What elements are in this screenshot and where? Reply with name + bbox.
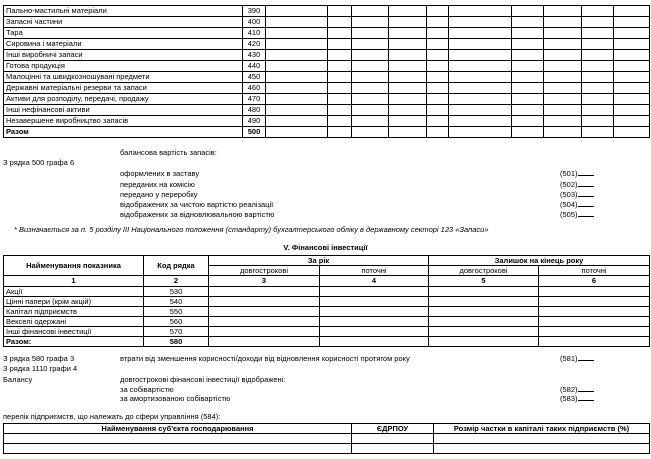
- investment-row: [4, 317, 650, 327]
- empty-cell: [449, 39, 512, 50]
- empty-cell: [352, 50, 389, 61]
- inventory-row-code: 500: [243, 127, 266, 138]
- empty-cell: [539, 317, 650, 327]
- investment-row-name: Векселі одержані: [4, 317, 144, 327]
- balance-item-code: (504): [560, 200, 578, 209]
- investment-row-code: 580: [144, 337, 209, 347]
- balance-item-code-wrap: [560, 191, 594, 199]
- empty-cell: [266, 17, 328, 28]
- empty-cell: [544, 28, 582, 39]
- empty-cell: [582, 17, 614, 28]
- empty-cell: [320, 317, 429, 327]
- empty-cell: [434, 444, 650, 454]
- inventory-row-code: 470: [243, 94, 266, 105]
- inventory-row: [4, 127, 650, 138]
- empty-cell: [429, 337, 539, 347]
- empty-cell: [427, 50, 449, 61]
- empty-cell: [449, 61, 512, 72]
- empty-cell: [266, 61, 328, 72]
- empty-cell: [328, 6, 352, 17]
- empty-cell: [544, 127, 582, 138]
- empty-cell: [582, 39, 614, 50]
- empty-cell: [614, 50, 650, 61]
- empty-cell: [429, 327, 539, 337]
- empty-cell: [209, 287, 320, 297]
- footnote: * Визначається за п. 5 розділу ІІІ Національного положення (стандарту) бухгалтерського обліку в державному секторі 123 «Запаси»: [14, 225, 489, 234]
- empty-cell: [427, 127, 449, 138]
- blank-line: [578, 170, 594, 176]
- empty-cell: [544, 72, 582, 83]
- empty-cell: [320, 297, 429, 307]
- empty-cell: [614, 94, 650, 105]
- empty-cell: [389, 83, 427, 94]
- col-share: Розмір частки в капіталі таких підприємств (%): [434, 424, 650, 434]
- inventory-row-name: Активи для розподілу, передачі, продажу: [4, 94, 243, 105]
- empty-cell: [389, 72, 427, 83]
- empty-cell: [328, 127, 352, 138]
- empty-cell: [352, 72, 389, 83]
- inventory-row-name: Інші виробничі запаси: [4, 50, 243, 61]
- empty-cell: [449, 50, 512, 61]
- empty-cell: [266, 83, 328, 94]
- inventory-row: [4, 72, 650, 83]
- empty-cell: [266, 105, 328, 116]
- empty-cell: [266, 28, 328, 39]
- empty-cell: [449, 116, 512, 127]
- empty-cell: [427, 61, 449, 72]
- investment-row-name: Акції: [4, 287, 144, 297]
- empty-cell: [352, 105, 389, 116]
- empty-cell: [449, 17, 512, 28]
- empty-cell: [427, 72, 449, 83]
- inventory-row-name: Державні матеріальні резерви та запаси: [4, 83, 243, 94]
- amortized-code-wrap: [560, 395, 594, 403]
- blank-line: [578, 395, 594, 401]
- empty-cell: [389, 105, 427, 116]
- balance-source: З рядка 500 графа 6: [3, 158, 75, 167]
- inventory-row: [4, 6, 650, 17]
- empty-cell: [427, 17, 449, 28]
- inventory-row: [4, 17, 650, 28]
- amortized-code: (583): [560, 394, 578, 403]
- note-source-1: З рядка 580 графа 3: [3, 354, 75, 363]
- empty-cell: [429, 307, 539, 317]
- empty-cell: [614, 127, 650, 138]
- empty-cell: [614, 61, 650, 72]
- empty-cell: [389, 50, 427, 61]
- balance-item-code: (505): [560, 210, 578, 219]
- empty-cell: [328, 17, 352, 28]
- inventory-row-code: 430: [243, 50, 266, 61]
- investment-row-code: 570: [144, 327, 209, 337]
- empty-cell: [389, 61, 427, 72]
- sub-long-header: довгострокові: [429, 266, 539, 276]
- balance-item-code-wrap: [560, 211, 594, 219]
- inventory-row-code: 480: [243, 105, 266, 116]
- empty-cell: [544, 17, 582, 28]
- empty-cell: [614, 39, 650, 50]
- note-source-3: Балансу: [3, 375, 33, 384]
- balance-item-code: (501): [560, 169, 578, 178]
- empty-cell: [427, 116, 449, 127]
- empty-cell: [614, 28, 650, 39]
- inventory-row-code: 400: [243, 17, 266, 28]
- empty-cell: [582, 50, 614, 61]
- blank-line: [578, 211, 594, 217]
- col-name-header: Найменування показника: [4, 256, 144, 276]
- inventory-row-code: 410: [243, 28, 266, 39]
- inventory-row-name: Незавершене виробництво запасів: [4, 116, 243, 127]
- empty-cell: [539, 337, 650, 347]
- empty-cell: [582, 6, 614, 17]
- investment-row-name: Цінні папери (крім акцій): [4, 297, 144, 307]
- empty-cell: [328, 116, 352, 127]
- blank-line: [578, 181, 594, 187]
- empty-cell: [352, 444, 434, 454]
- empty-cell: [434, 434, 650, 444]
- empty-cell: [614, 17, 650, 28]
- investment-row-code: 540: [144, 297, 209, 307]
- inventory-row-code: 490: [243, 116, 266, 127]
- empty-cell: [429, 317, 539, 327]
- empty-cell: [352, 434, 434, 444]
- empty-cell: [512, 83, 544, 94]
- col-code-header: Код рядка: [144, 256, 209, 276]
- empty-cell: [352, 83, 389, 94]
- empty-cell: [266, 39, 328, 50]
- blank-line: [578, 355, 594, 361]
- empty-cell: [328, 39, 352, 50]
- investment-row-name: Разом:: [4, 337, 144, 347]
- empty-cell: [328, 61, 352, 72]
- balance-item-label: переданих на комісію: [120, 180, 195, 189]
- investment-row-code: 560: [144, 317, 209, 327]
- empty-cell: [512, 17, 544, 28]
- section-title: V. Фінансові інвестиції: [283, 243, 368, 252]
- balance-item-code-wrap: [560, 201, 594, 209]
- balance-heading: балансова вартість запасів:: [120, 148, 217, 157]
- inventory-row: [4, 61, 650, 72]
- empty-cell: [328, 50, 352, 61]
- balance-item-code-wrap: [560, 181, 594, 189]
- empty-cell: [582, 94, 614, 105]
- inventory-row-name: Малоцінні та швидкозношувані предмети: [4, 72, 243, 83]
- inventory-row-name: Інші нефінансові активи: [4, 105, 243, 116]
- empty-cell: [544, 6, 582, 17]
- empty-cell: [512, 39, 544, 50]
- investments-table: [3, 255, 650, 347]
- investment-row: [4, 337, 650, 347]
- inventory-row-name: Готова продукція: [4, 61, 243, 72]
- investment-row: [4, 297, 650, 307]
- empty-cell: [389, 17, 427, 28]
- inventory-row-code: 420: [243, 39, 266, 50]
- empty-cell: [328, 105, 352, 116]
- loss-text: втрати від зменшення корисності/доходи від відновлення корисності протягом року: [120, 354, 410, 363]
- empty-cell: [389, 94, 427, 105]
- balance-item-code-wrap: [560, 170, 594, 178]
- col-number: 5: [429, 276, 539, 287]
- empty-cell: [449, 127, 512, 138]
- at-cost-code: (582): [560, 385, 578, 394]
- empty-cell: [512, 127, 544, 138]
- inventory-row-code: 440: [243, 61, 266, 72]
- empty-cell: [427, 94, 449, 105]
- sub-long-header: довгострокові: [209, 266, 320, 276]
- blank-line: [578, 191, 594, 197]
- empty-cell: [614, 6, 650, 17]
- inventory-row-name: Запасні частини: [4, 17, 243, 28]
- empty-cell: [320, 307, 429, 317]
- group-balance-header: Залишок на кінець року: [429, 256, 650, 266]
- empty-cell: [209, 337, 320, 347]
- empty-cell: [512, 116, 544, 127]
- empty-cell: [449, 6, 512, 17]
- group-year-header: За рік: [209, 256, 429, 266]
- col-enterprise-name: Найменування суб'єкта господарювання: [4, 424, 352, 434]
- empty-cell: [389, 116, 427, 127]
- empty-cell: [539, 307, 650, 317]
- empty-cell: [352, 17, 389, 28]
- empty-cell: [320, 337, 429, 347]
- empty-cell: [449, 72, 512, 83]
- inventory-row-code: 460: [243, 83, 266, 94]
- empty-cell: [266, 50, 328, 61]
- empty-cell: [266, 127, 328, 138]
- enterprises-table: [3, 423, 650, 454]
- empty-cell: [328, 94, 352, 105]
- col-edrpou: ЄДРПОУ: [352, 424, 434, 434]
- inventory-row: [4, 39, 650, 50]
- empty-cell: [427, 28, 449, 39]
- sub-current-header: поточні: [320, 266, 429, 276]
- empty-cell: [614, 72, 650, 83]
- note-source-2: З рядка 1110 графи 4: [3, 364, 78, 373]
- inventory-table: [3, 5, 650, 138]
- empty-cell: [352, 127, 389, 138]
- sub-current-header: поточні: [539, 266, 650, 276]
- empty-cell: [427, 105, 449, 116]
- empty-cell: [389, 39, 427, 50]
- empty-cell: [449, 83, 512, 94]
- empty-cell: [544, 50, 582, 61]
- inventory-row: [4, 116, 650, 127]
- empty-cell: [582, 116, 614, 127]
- inventory-row-code: 390: [243, 6, 266, 17]
- empty-cell: [544, 105, 582, 116]
- empty-cell: [209, 297, 320, 307]
- col-number: 3: [209, 276, 320, 287]
- empty-cell: [209, 307, 320, 317]
- empty-cell: [209, 317, 320, 327]
- inventory-row-name: Пально-мастильні матеріали: [4, 6, 243, 17]
- empty-cell: [427, 83, 449, 94]
- empty-cell: [320, 327, 429, 337]
- empty-cell: [328, 28, 352, 39]
- empty-cell: [614, 83, 650, 94]
- at-cost-text: за собівартістю: [120, 385, 174, 394]
- empty-cell: [429, 297, 539, 307]
- loss-code-wrap: [560, 355, 594, 363]
- empty-cell: [328, 83, 352, 94]
- balance-item-label: передано у переробку: [120, 190, 198, 199]
- inventory-row: [4, 83, 650, 94]
- empty-cell: [539, 327, 650, 337]
- empty-cell: [544, 61, 582, 72]
- amortized-text: за амортизованою собівартістю: [120, 394, 231, 403]
- at-cost-code-wrap: [560, 386, 594, 394]
- empty-cell: [352, 6, 389, 17]
- empty-cell: [352, 116, 389, 127]
- inventory-row-name: Тара: [4, 28, 243, 39]
- empty-cell: [512, 72, 544, 83]
- investment-row: [4, 287, 650, 297]
- investment-row: [4, 307, 650, 317]
- inventory-row-code: 450: [243, 72, 266, 83]
- col-number: 1: [4, 276, 144, 287]
- empty-cell: [389, 127, 427, 138]
- inventory-row: [4, 94, 650, 105]
- empty-cell: [429, 287, 539, 297]
- empty-cell: [512, 94, 544, 105]
- balance-item-code: (503): [560, 190, 578, 199]
- empty-cell: [352, 28, 389, 39]
- empty-cell: [512, 6, 544, 17]
- empty-cell: [449, 94, 512, 105]
- col-number: 4: [320, 276, 429, 287]
- empty-cell: [209, 327, 320, 337]
- investment-row-name: Капітал підприємств: [4, 307, 144, 317]
- empty-cell: [449, 105, 512, 116]
- empty-cell: [328, 72, 352, 83]
- empty-cell: [544, 83, 582, 94]
- empty-cell: [352, 39, 389, 50]
- empty-cell: [582, 127, 614, 138]
- empty-cell: [427, 6, 449, 17]
- empty-cell: [320, 287, 429, 297]
- empty-cell: [614, 105, 650, 116]
- empty-cell: [614, 116, 650, 127]
- empty-cell: [352, 94, 389, 105]
- empty-cell: [512, 61, 544, 72]
- empty-cell: [449, 28, 512, 39]
- investment-row: [4, 327, 650, 337]
- inventory-row-name: Сировина і матеріали: [4, 39, 243, 50]
- empty-cell: [582, 83, 614, 94]
- empty-cell: [539, 297, 650, 307]
- empty-cell: [512, 50, 544, 61]
- empty-cell: [539, 287, 650, 297]
- empty-cell: [582, 61, 614, 72]
- balance-item-label: відображених за відновлювальною вартістю: [120, 210, 275, 219]
- enterprises-intro: перелік підприємств, що належать до сфери управління (584):: [3, 412, 221, 421]
- empty-cell: [544, 39, 582, 50]
- empty-cell: [389, 6, 427, 17]
- empty-cell: [389, 28, 427, 39]
- inventory-row: [4, 50, 650, 61]
- empty-cell: [4, 444, 352, 454]
- blank-line: [578, 386, 594, 392]
- empty-cell: [544, 116, 582, 127]
- empty-cell: [512, 105, 544, 116]
- investment-row-code: 550: [144, 307, 209, 317]
- investment-row-name: Інші фінансові інвестиції: [4, 327, 144, 337]
- inventory-row-name: Разом: [4, 127, 243, 138]
- empty-cell: [266, 6, 328, 17]
- empty-cell: [582, 28, 614, 39]
- reflected-text: довгострокові фінансові інвестиції відображені:: [120, 375, 286, 384]
- empty-cell: [512, 28, 544, 39]
- balance-item-label: оформлених в заставу: [120, 169, 200, 178]
- col-number: 6: [539, 276, 650, 287]
- inventory-row: [4, 28, 650, 39]
- inventory-row: [4, 105, 650, 116]
- blank-line: [578, 201, 594, 207]
- empty-cell: [582, 105, 614, 116]
- investment-row-code: 530: [144, 287, 209, 297]
- col-number: 2: [144, 276, 209, 287]
- empty-cell: [544, 94, 582, 105]
- empty-cell: [427, 39, 449, 50]
- empty-cell: [352, 61, 389, 72]
- empty-cell: [266, 94, 328, 105]
- empty-cell: [266, 116, 328, 127]
- balance-item-code: (502): [560, 180, 578, 189]
- balance-item-label: відображених за чистою вартістю реалізації: [120, 200, 274, 209]
- empty-cell: [4, 434, 352, 444]
- loss-code: (581): [560, 354, 578, 363]
- empty-cell: [582, 72, 614, 83]
- empty-cell: [266, 72, 328, 83]
